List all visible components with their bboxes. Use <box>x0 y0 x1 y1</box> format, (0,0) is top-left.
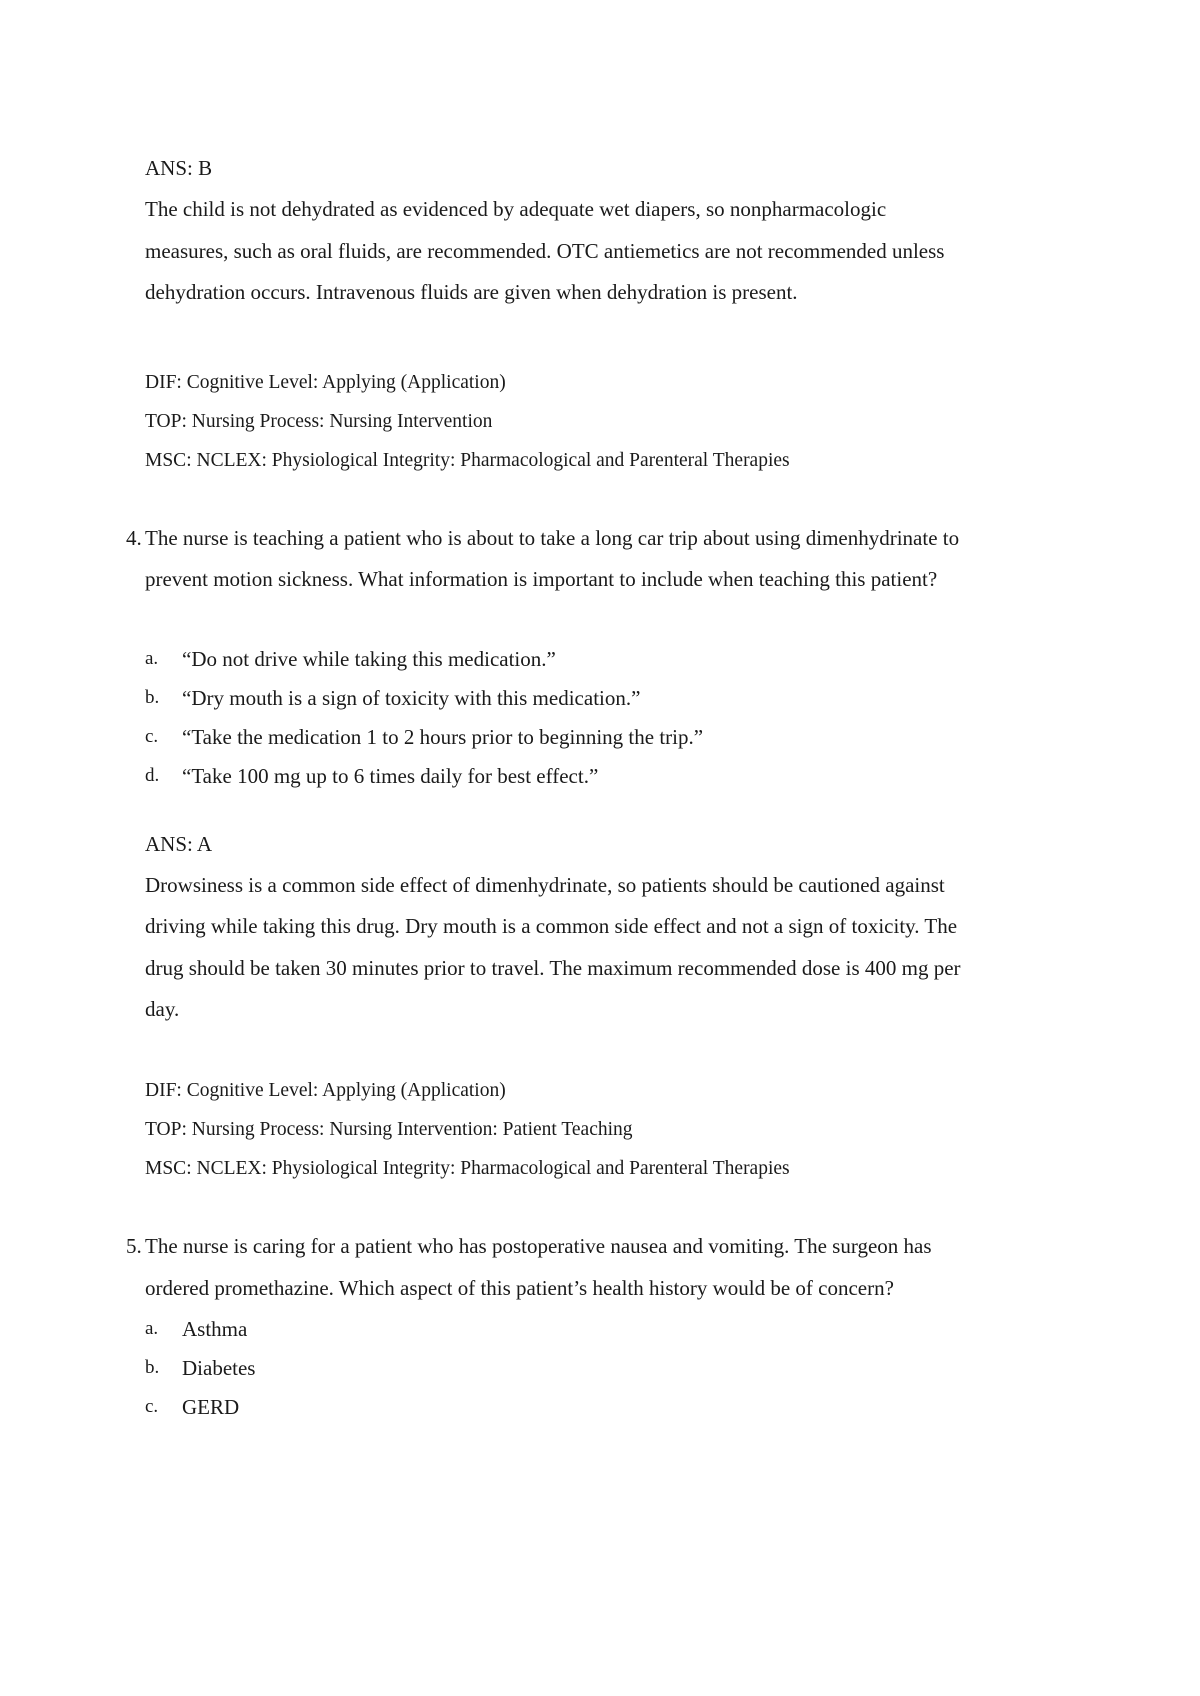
topic-line: TOP: Nursing Process: Nursing Intervention: Patient Teaching <box>145 1119 633 1140</box>
topic-line: TOP: Nursing Process: Nursing Intervention <box>145 411 493 432</box>
rationale-line: The child is not dehydrated as evidenced by adequate wet diapers, so nonpharmacologic <box>145 197 887 221</box>
rationale-line: dehydration occurs. Intravenous fluids are given when dehydration is present. <box>145 280 798 304</box>
option-text: “Take the medication 1 to 2 hours prior to beginning the trip.” <box>182 725 704 749</box>
msc-line: MSC: NCLEX: Physiological Integrity: Pharmacological and Parenteral Therapies <box>145 1158 790 1179</box>
rationale-line: measures, such as oral fluids, are recommended. OTC antiemetics are not recommended unless <box>145 239 945 263</box>
msc-line: MSC: NCLEX: Physiological Integrity: Pharmacological and Parenteral Therapies <box>145 450 790 471</box>
answer-label: ANS: B <box>145 156 213 180</box>
rationale-line: day. <box>145 997 180 1021</box>
question-stem-line: ordered promethazine. Which aspect of this patient’s health history would be of concern? <box>145 1276 894 1300</box>
option-text: GERD <box>182 1395 240 1419</box>
difficulty-line: DIF: Cognitive Level: Applying (Application) <box>145 1080 506 1101</box>
answer-label: ANS: A <box>145 832 213 856</box>
option-text: “Dry mouth is a sign of toxicity with this medication.” <box>182 686 641 710</box>
option-text: “Take 100 mg up to 6 times daily for best effect.” <box>182 764 599 788</box>
option-letter: a. <box>145 1318 159 1339</box>
option-letter: a. <box>145 648 159 669</box>
option-text: Diabetes <box>182 1356 256 1380</box>
option-text: Asthma <box>182 1317 248 1341</box>
difficulty-line: DIF: Cognitive Level: Applying (Application) <box>145 372 506 393</box>
option-letter: c. <box>145 1396 159 1417</box>
option-letter: c. <box>145 726 159 747</box>
question-stem-line: The nurse is caring for a patient who has postoperative nausea and vomiting. The surgeon has <box>145 1234 932 1258</box>
rationale-line: drug should be taken 30 minutes prior to travel. The maximum recommended dose is 400 mg per <box>145 956 961 980</box>
option-text: “Do not drive while taking this medication.” <box>182 647 556 671</box>
question-number: 5. <box>126 1234 142 1258</box>
option-letter: b. <box>145 1357 160 1378</box>
question-stem-line: prevent motion sickness. What information is important to include when teaching this patient? <box>145 567 938 591</box>
rationale-line: driving while taking this drug. Dry mouth is a common side effect and not a sign of toxicity. The <box>145 914 958 938</box>
option-letter: d. <box>145 765 160 786</box>
question-number: 4. <box>126 526 142 550</box>
question-stem-line: The nurse is teaching a patient who is about to take a long car trip about using dimenhydrinate to <box>145 526 960 550</box>
option-letter: b. <box>145 687 160 708</box>
rationale-line: Drowsiness is a common side effect of dimenhydrinate, so patients should be cautioned against <box>145 873 945 897</box>
